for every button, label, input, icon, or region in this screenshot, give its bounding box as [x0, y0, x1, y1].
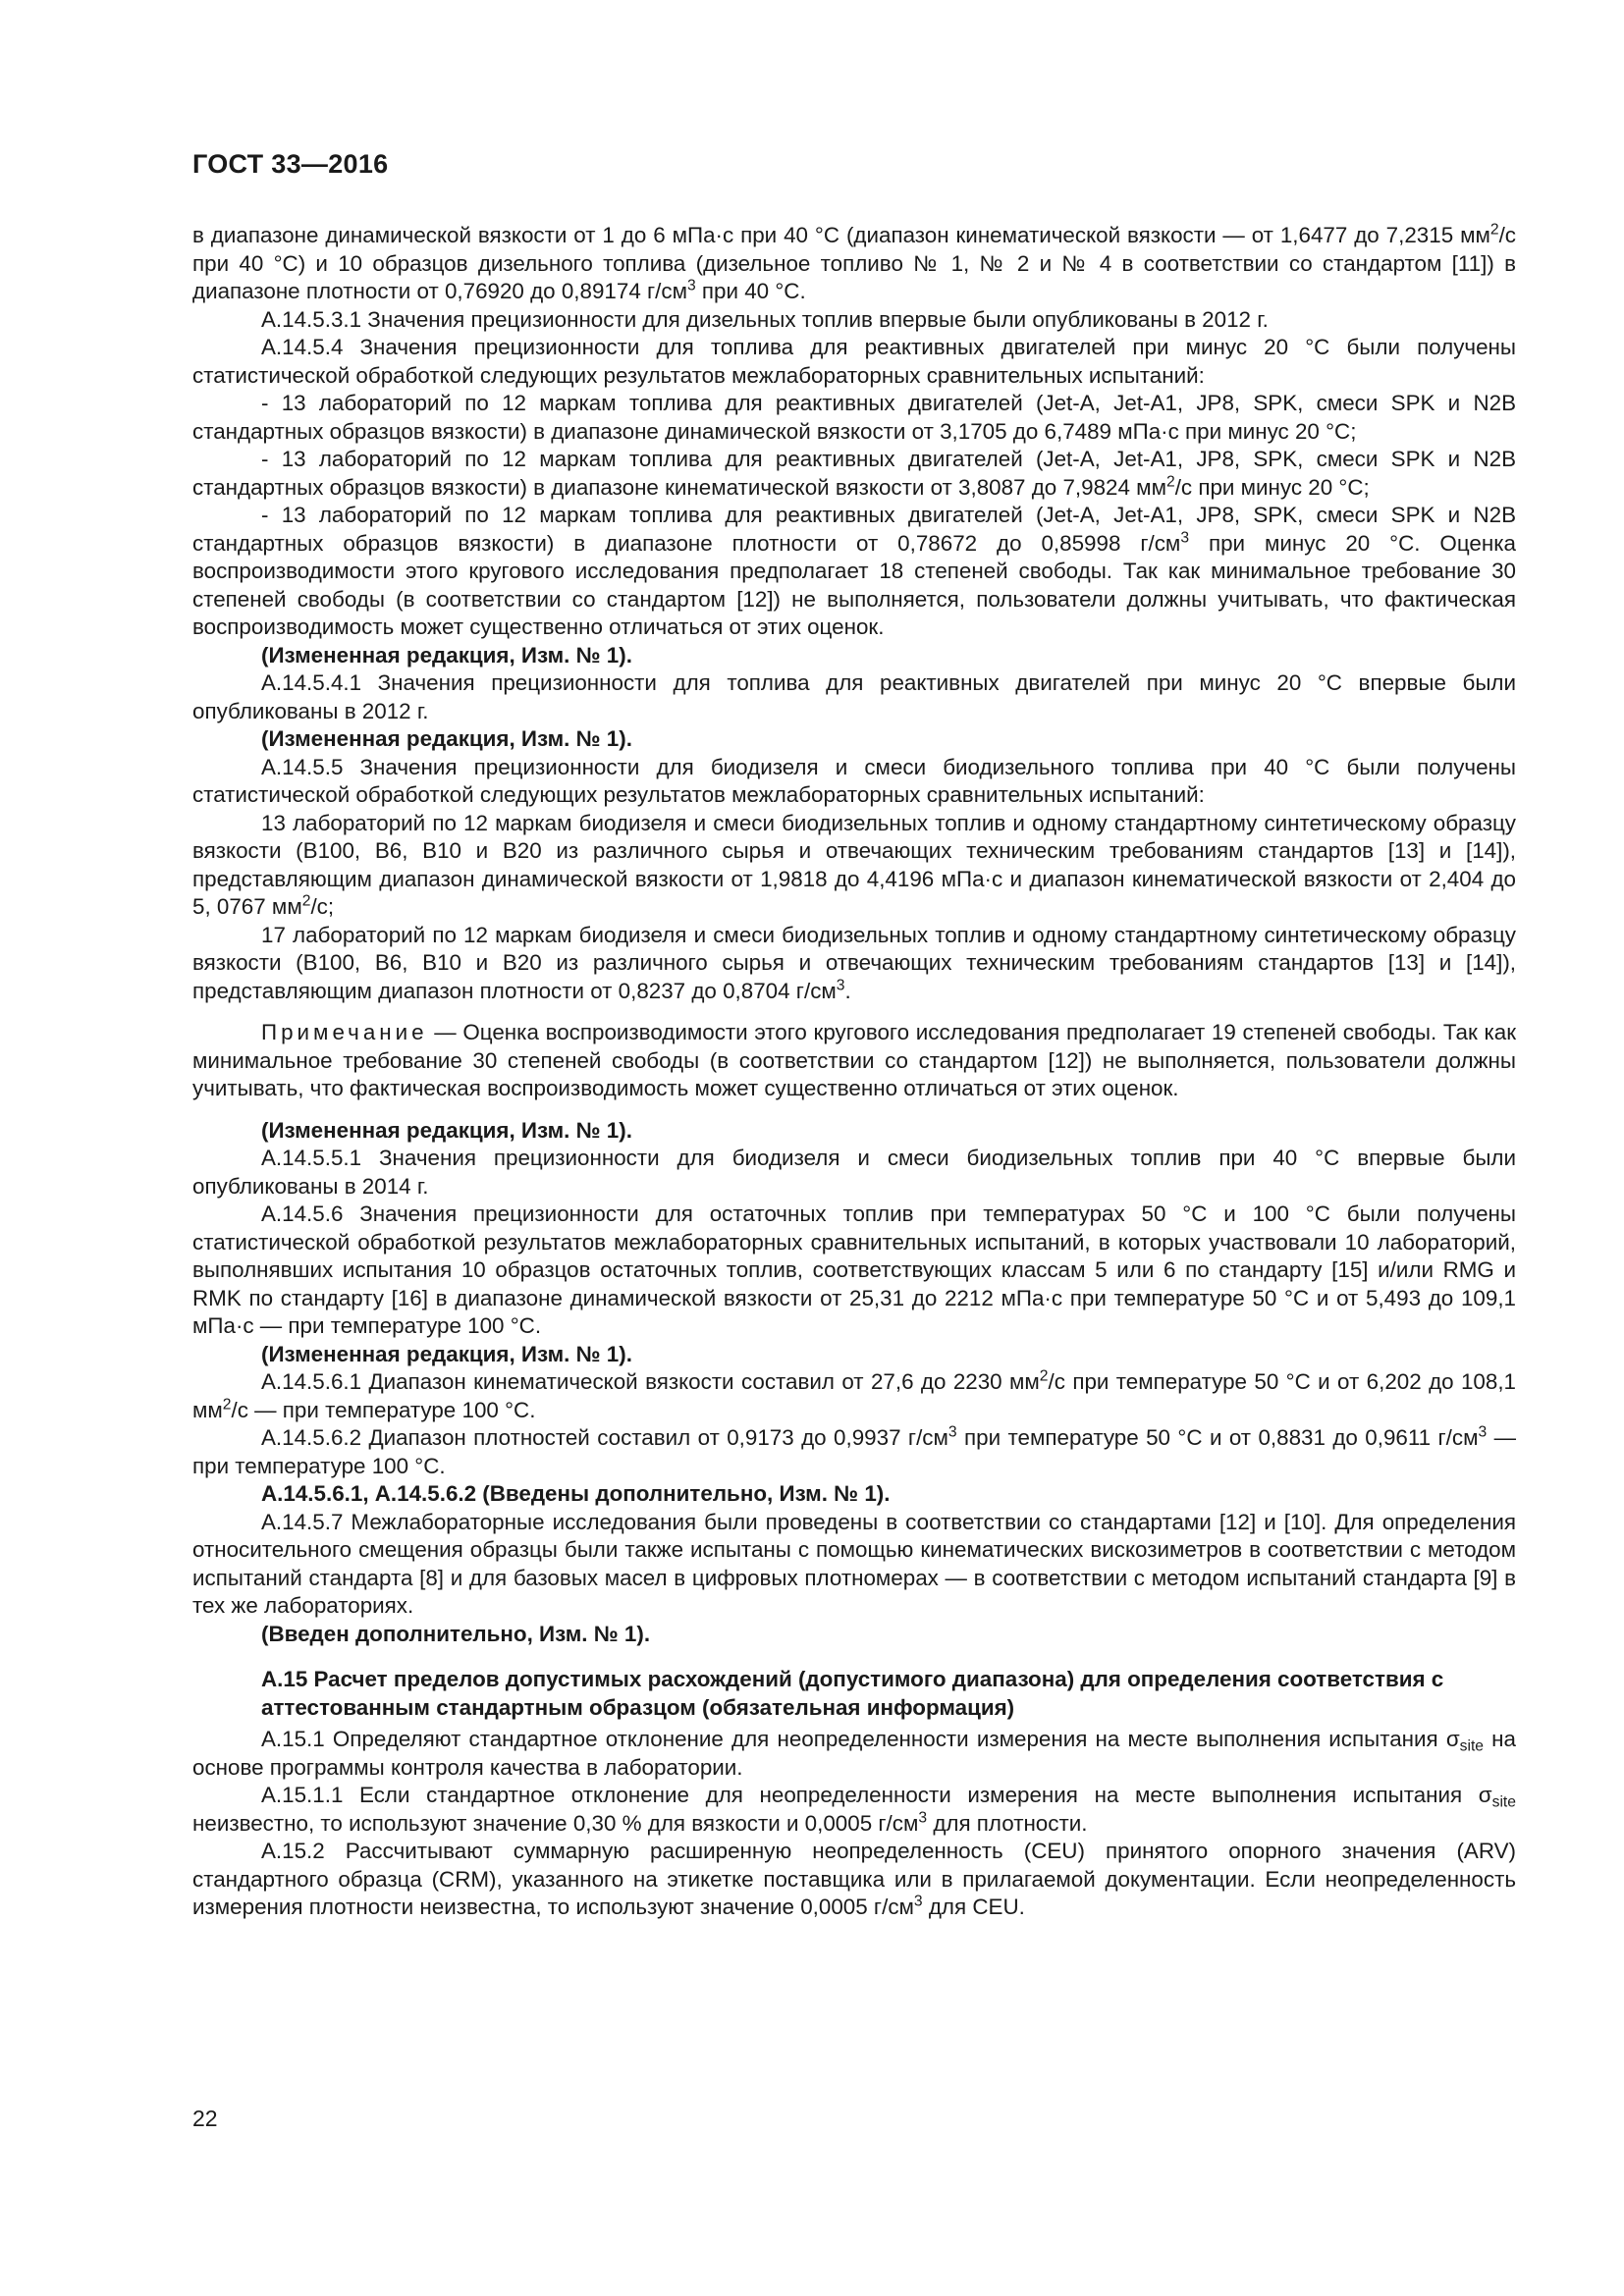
paragraph-a1454: А.14.5.4 Значения прецизионности для топлива для реактивных двигателей при минус 20 °С были получены статистической обработкой следующих результатов межлабораторных сравнительных испытаний:	[192, 335, 1516, 388]
paragraph-a14541: А.14.5.4.1 Значения прецизионности для топлива для реактивных двигателей при минус 20 °С впервые были опубликованы в 2012 г.	[192, 670, 1516, 723]
paragraph-a14561: А.14.5.6.1 Диапазон кинематической вязкости составил от 27,6 до 2230 $мм^2/с$ при температуре 50 °С и от 6,202 до 108,1 $мм^2/с$ — при температуре 100 °С.	[192, 1367, 1516, 1422]
paragraph-a151: А.15.1 Определяют стандартное отклонение для неопределенности измерения на месте выполнения испытания $\sigma_{site}$ на основе программы контроля качества в лаборатории.	[192, 1727, 1516, 1780]
paragraph-a14551: А.14.5.5.1 Значения прецизионности для биодизеля и смеси биодизельных топлив при 40 °С впервые были опубликованы в 2014 г.	[192, 1146, 1516, 1199]
document-body	[192, 222, 1516, 1922]
paragraph-a1455: А.14.5.5 Значения прецизионности для биодизеля и смеси биодизельного топлива при 40 °С были получены статистической обработкой следующих результатов межлабораторных сравнительных испытаний:	[192, 754, 1516, 807]
paragraph-list-item: - 13 лабораторий по 12 маркам топлива для реактивных двигателей (Jet-A, Jet-A1, JP8, SPK, смеси SPK и N2B стандартных образцов вязкости) в диапазоне кинематической вязкости от 3,8087 до 7,9824 $мм^2/с$ при минус 20 °С;	[192, 447, 1516, 500]
amendment-note: (Измененная редакция, Изм. № 1).	[261, 726, 632, 751]
paragraph-continuation: в диапазоне динамической вязкости от 1 до 6 мПа·с при 40 °С (диапазон кинематической вязкости — от 1,6477 до 7,2315 $мм^2/с$ при 40 °С) и 10 образцов дизельного топлива (дизельное топливо № 1, № 2 и № 4 в соответствии со стандартом [11]) в диапазоне плотности от 0,76920 до 0,89174 $г/см^3$ при 40 °С.	[192, 221, 1516, 303]
paragraph-a1511: А.15.1.1 Если стандартное отклонение для неопределенности измерения на месте выполнения испытания $\sigma_{site}$ неизвестно, то используют значение 0,30 % для вязкости и 0,0005 $г/см^3$ для плотности.	[192, 1783, 1516, 1836]
paragraph-list-item: 17 лабораторий по 12 маркам биодизеля и смеси биодизельных топлив и одному стандартному синтетическому образцу вязкости (В100, В6, В10 и В20 из различного сырья и отвечающих техническим требованиям стандартов [13] и [14]), представляющим диапазон плотности от 0,8237 до 0,8704 $г/см^3$.	[192, 922, 1516, 1003]
paragraph-a14531: А.14.5.3.1 Значения прецизионности для дизельных топлив впервые были опубликованы в 2012 г.	[261, 306, 1269, 332]
section-title-a15: А.15 Расчет пределов допустимых расхождений (допустимого диапазона) для определения соответствия с аттестованным стандартным образцом (обязательная информация)	[261, 1667, 1444, 1720]
amendment-note: (Измененная редакция, Изм. № 1).	[261, 1117, 632, 1143]
amendment-note: (Измененная редакция, Изм. № 1).	[261, 1341, 632, 1366]
amendment-note: (Введен дополнительно, Изм. № 1).	[261, 1621, 651, 1646]
paragraph-a14562: А.14.5.6.2 Диапазон плотностей составил от 0,9173 до 0,9937 $г/см^3$ при температуре 50 °С и от 0,8831 до 0,9611 $г/см^3$ — при температуре 100 °С.	[192, 1423, 1516, 1478]
note-label: Примечание	[261, 1020, 428, 1044]
paragraph-list-item: - 13 лабораторий по 12 маркам топлива для реактивных двигателей (Jet-A, Jet-A1, JP8, SPK, смеси SPK и N2B стандартных образцов вязкости) в диапазоне плотности от 0,78672 до 0,85998 $г/см^3$ при минус 20 °С. Оценка воспроизводимости этого кругового исследования предполагает 18 степеней свободы. Так как минимальное требование 30 степеней свободы (в соответствии со стандартом [12]) не выполняется, пользователи должны учитывать, что фактическая воспроизводимость может существенно отличаться от этих оценок.	[192, 503, 1516, 639]
amendment-note: А.14.5.6.1, А.14.5.6.2 (Введены дополнительно, Изм. № 1).	[261, 1481, 891, 1506]
document-header-id: ГОСТ 33—2016	[192, 149, 389, 179]
paragraph-list-item: - 13 лабораторий по 12 маркам топлива для реактивных двигателей (Jet-A, Jet-A1, JP8, SPK, смеси SPK и N2B стандартных образцов вязкости) в диапазоне динамической вязкости от 3,1705 до 6,7489 мПа·с при минус 20 °С;	[192, 391, 1516, 444]
note-paragraph: Примечание — Оценка воспроизводимости этого кругового исследования предполагает 19 степеней свободы. Так как минимальное требование 30 степеней свободы (в соответствии со стандартом [12]) не выполняется, пользователи должны учитывать, что фактическая воспроизводимость может существенно отличаться от этих оценок.	[192, 1020, 1516, 1100]
paragraph-list-item: 13 лабораторий по 12 маркам биодизеля и смеси биодизельных топлив и одному стандартному синтетическому образцу вязкости (В100, В6, В10 и В20 из различного сырья и отвечающих техническим требованиям стандартов [13] и [14]), представляющим диапазон динамической вязкости от 1,9818 до 4,4196 мПа·с и диапазон кинематической вязкости от 2,404 до 5, 0767 $мм^2/с$;	[192, 810, 1516, 919]
paragraph-a1457: А.14.5.7 Межлабораторные исследования были проведены в соответствии со стандартами [12] и [10]. Для определения относительного смещения образцы были также испытаны с помощью кинематических вискозиметров в соответствии с методом испытаний стандарта [8] и для базовых масел в цифровых плотномерах — в соответствии с методом испытаний стандарта [9] в тех же лабораториях.	[192, 1509, 1516, 1618]
amendment-note: (Измененная редакция, Изм. № 1).	[261, 642, 632, 667]
page-number: 22	[192, 2106, 218, 2131]
paragraph-a152: А.15.2 Рассчитывают суммарную расширенную неопределенность (CEU) принятого опорного значения (ARV) стандартного образца (CRM), указанного на этикетке поставщика или в прилагаемой документации. Если неопределенность измерения плотности неизвестна, то используют значение 0,0005 $г/см^3$ для CEU.	[192, 1839, 1516, 1919]
paragraph-a1456: А.14.5.6 Значения прецизионности для остаточных топлив при температурах 50 °С и 100 °С были получены статистической обработкой результатов межлабораторных сравнительных испытаний, в которых участвовали 10 лабораторий, выполнявших испытания 10 образцов остаточных топлив, соответствующих классам 5 или 6 по стандарту [15] и/или RMG и RMK по стандарту [16] в диапазоне динамической вязкости от 25,31 до 2212 мПа·с при температуре 50 °С и от 5,493 до 109,1 мПа·с — при температуре 100 °С.	[192, 1201, 1516, 1338]
